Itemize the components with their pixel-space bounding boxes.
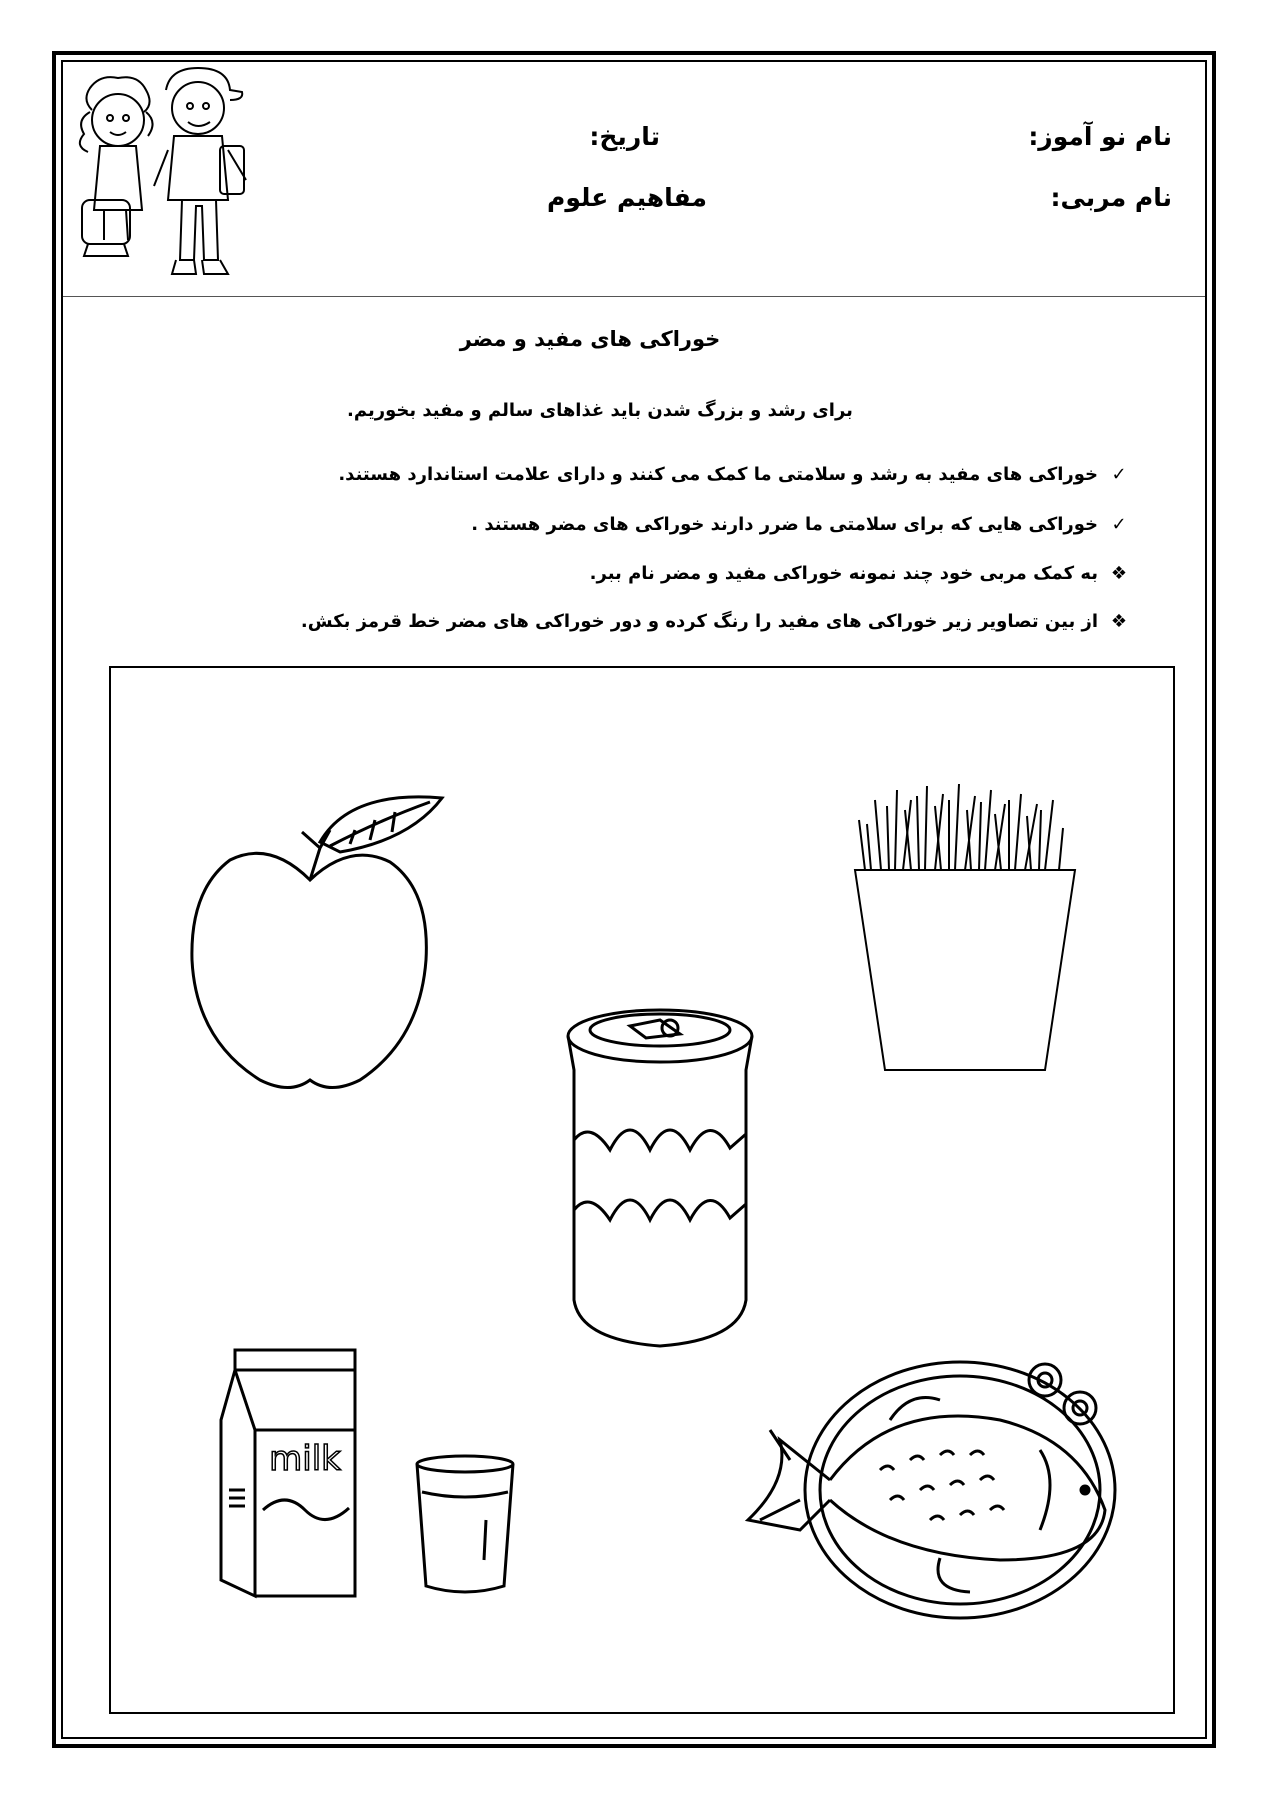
fish-on-plate-picture (740, 1330, 1120, 1630)
check-icon: ✓ (1111, 514, 1127, 535)
point-text: به کمک مربی خود چند نمونه خوراکی مفید و مضر نام ببر. (589, 563, 1098, 584)
point-4 (301, 611, 1130, 632)
header-divider (63, 296, 1205, 297)
teacher-name-label: نام مربی: (1050, 183, 1172, 212)
point-text: خوراکی هایی که برای سلامتی ما ضرر دارند خوراکی های مضر هستند . (471, 514, 1098, 535)
diamond-bullet-icon: ❖ (1110, 563, 1128, 584)
point-text: از بین تصاویر زیر خوراکی های مفید را رنگ کرده و دور خوراکی های مضر خط قرمز بکش. (300, 611, 1098, 632)
kids-illustration (70, 60, 290, 290)
student-name-label: نام نو آموز: (1028, 122, 1172, 151)
glass-of-milk-picture (410, 1450, 520, 1600)
worksheet-title: خوراکی های مفید و مضر (459, 327, 721, 351)
date-label: تاریخ: (589, 122, 660, 151)
point-text: خوراکی های مفید به رشد و سلامتی ما کمک می کنند و دارای علامت استاندارد هستند. (338, 464, 1098, 485)
apple-picture (180, 780, 460, 1100)
check-icon: ✓ (1111, 464, 1127, 485)
point-2 (471, 514, 1130, 535)
point-1 (338, 464, 1130, 485)
point-3 (590, 563, 1130, 584)
milk-label: milk (269, 1439, 341, 1479)
worksheet-intro: برای رشد و بزرگ شدن باید غذاهای سالم و مفید بخوریم. (347, 400, 853, 421)
subject-title: مفاهیم علوم (547, 183, 707, 212)
diamond-bullet-icon: ❖ (1110, 611, 1128, 632)
french-fries-picture (845, 780, 1085, 1080)
soda-can-picture (550, 1000, 770, 1360)
milk-carton-picture (215, 1340, 375, 1600)
